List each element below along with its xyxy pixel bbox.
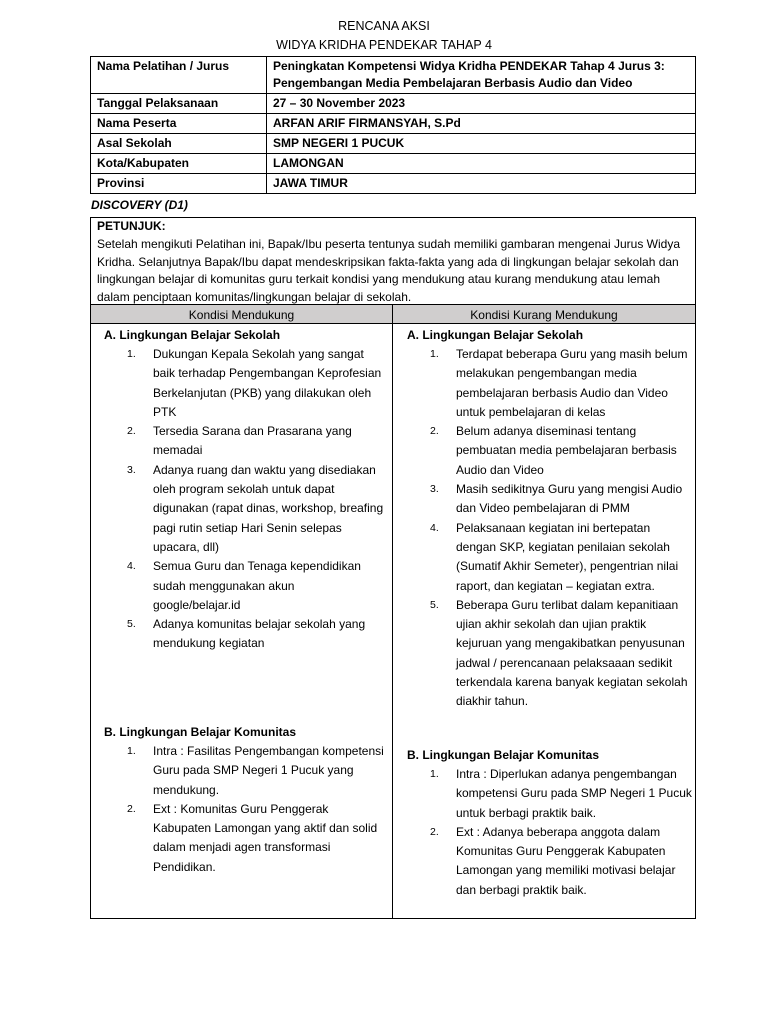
table-label: Provinsi [91, 174, 267, 194]
instruction-text: Setelah mengikuti Pelatihan ini, Bapak/Ibu peserta tentunya sudah memiliki gambaran mengenai Jurus Widya Kridha. Selanjutnya Bapak/Ibu dapat mendeskripsikan fakta-fakta yang ada di lingkungan belajar sekolah dan lingkungan belajar di komunitas guru terkait kondisi yang mendukung atau kurang mendukung atau lemah dalam penciptaan komunitas/lingkungan belajar di sekolah. [97, 237, 680, 304]
less-supporting-conditions-column [392, 323, 696, 919]
table-value: JAWA TIMUR [267, 174, 696, 194]
list-item: 1. Intra : Fasilitas Pengembangan kompetensi Guru pada SMP Negeri 1 Pucuk yang mendukung. [127, 744, 384, 797]
community-less-supporting-list [430, 765, 692, 900]
list-item: 4. Semua Guru dan Tenaga kependidikan sudah menggunakan akun google/belajar.id [127, 559, 361, 612]
table-row [91, 57, 696, 94]
table-label: Nama Pelatihan / Jurus [91, 57, 267, 94]
table-row [91, 154, 696, 174]
section-title-school: A. Lingkungan Belajar Sekolah [104, 328, 281, 342]
section-title-school: A. Lingkungan Belajar Sekolah [407, 328, 584, 342]
discovery-heading: DISCOVERY (D1) [91, 198, 188, 212]
list-item: 2. Ext : Komunitas Guru Penggerak Kabupaten Lamongan yang aktif dan solid dalam menjadi agen transformasi Pendidikan. [127, 801, 378, 874]
table-row [91, 114, 696, 134]
document-subtitle: WIDYA KRIDHA PENDEKAR TAHAP 4 [276, 38, 492, 52]
table-row [91, 174, 696, 194]
less-supporting-column-header: Kondisi Kurang Mendukung [392, 304, 696, 324]
list-item: 1. Terdapat beberapa Guru yang masih belum melakukan pengembangan media pembelajaran berbasis Audio dan Video untuk pembelajaran di kelas [430, 347, 688, 419]
list-item: 2. Ext : Adanya beberapa anggota dalam Komunitas Guru Penggerak Kabupaten Lamongan yang memiliki motivasi belajar dan berbagi praktik baik. [430, 824, 676, 897]
list-item: 3. Masih sedikitnya Guru yang mengisi Audio dan Video pembelajaran di PMM [430, 482, 683, 516]
section-title-community: B. Lingkungan Belajar Komunitas [104, 725, 297, 739]
list-item: 5. Beberapa Guru terlibat dalam kepanitiaan ujian akhir sekolah dan ujian praktik kejuruan yang mengakibatkan penyusunan jadwal / perencanaan pelaksaaan sedikit terkendala karena banyak kegiatan sekolah diakhir tahun. [430, 597, 688, 709]
table-label: Nama Peserta [91, 114, 267, 134]
list-item: 2. Belum adanya diseminasi tentang pembuatan media pembelajaran berbasis Audio dan Video [430, 424, 677, 477]
table-value: 27 – 30 November 2023 [267, 94, 696, 114]
table-row [91, 94, 696, 114]
table-value: LAMONGAN [267, 154, 696, 174]
table-value: SMP NEGERI 1 PUCUK [267, 134, 696, 154]
table-label: Tanggal Pelaksanaan [91, 94, 267, 114]
table-row [91, 134, 696, 154]
table-label: Asal Sekolah [91, 134, 267, 154]
section-title-community: B. Lingkungan Belajar Komunitas [407, 748, 600, 762]
school-supporting-list [127, 345, 385, 654]
table-label: Kota/Kabupaten [91, 154, 267, 174]
list-item: 3. Adanya ruang dan waktu yang disediakan oleh program sekolah untuk dapat digunakan (rapat dinas, workshop, breafing pagi rutin setiap Hari Senin selepas upacara, dll) [127, 462, 384, 554]
table-value: Peningkatan Kompetensi Widya Kridha PENDEKAR Tahap 4 Jurus 3: Pengembangan Media Pembelajaran Berbasis Audio dan Video [267, 57, 696, 94]
supporting-conditions-column [90, 323, 393, 919]
instruction-box [90, 217, 696, 305]
identity-table [90, 56, 696, 194]
document-title: RENCANA AKSI [338, 19, 430, 33]
list-item: 4. Pelaksanaan kegiatan ini bertepatan dengan SKP, kegiatan penilaian sekolah (Sumatif Akhir Semeter), pengentrian nilai raport, dan kegiatan – kegiatan extra. [430, 520, 679, 593]
school-less-supporting-list [430, 345, 692, 712]
instruction-label: PETUNJUK: [97, 219, 166, 233]
list-item: 5. Adanya komunitas belajar sekolah yang mendukung kegiatan [127, 617, 366, 651]
list-item: 1. Dukungan Kepala Sekolah yang sangat baik terhadap Pengembangan Keprofesian Berkelanjutan (PKB) yang dilakukan oleh PTK [127, 347, 382, 419]
community-supporting-list [127, 742, 385, 877]
supporting-column-header: Kondisi Mendukung [90, 304, 393, 324]
list-item: 1. Intra : Diperlukan adanya pengembangan kompetensi Guru pada SMP Negeri 1 Pucuk untuk berbagi praktik baik. [430, 767, 692, 820]
table-value: ARFAN ARIF FIRMANSYAH, S.Pd [267, 114, 696, 134]
list-item: 2. Tersedia Sarana dan Prasarana yang memadai [127, 424, 352, 458]
